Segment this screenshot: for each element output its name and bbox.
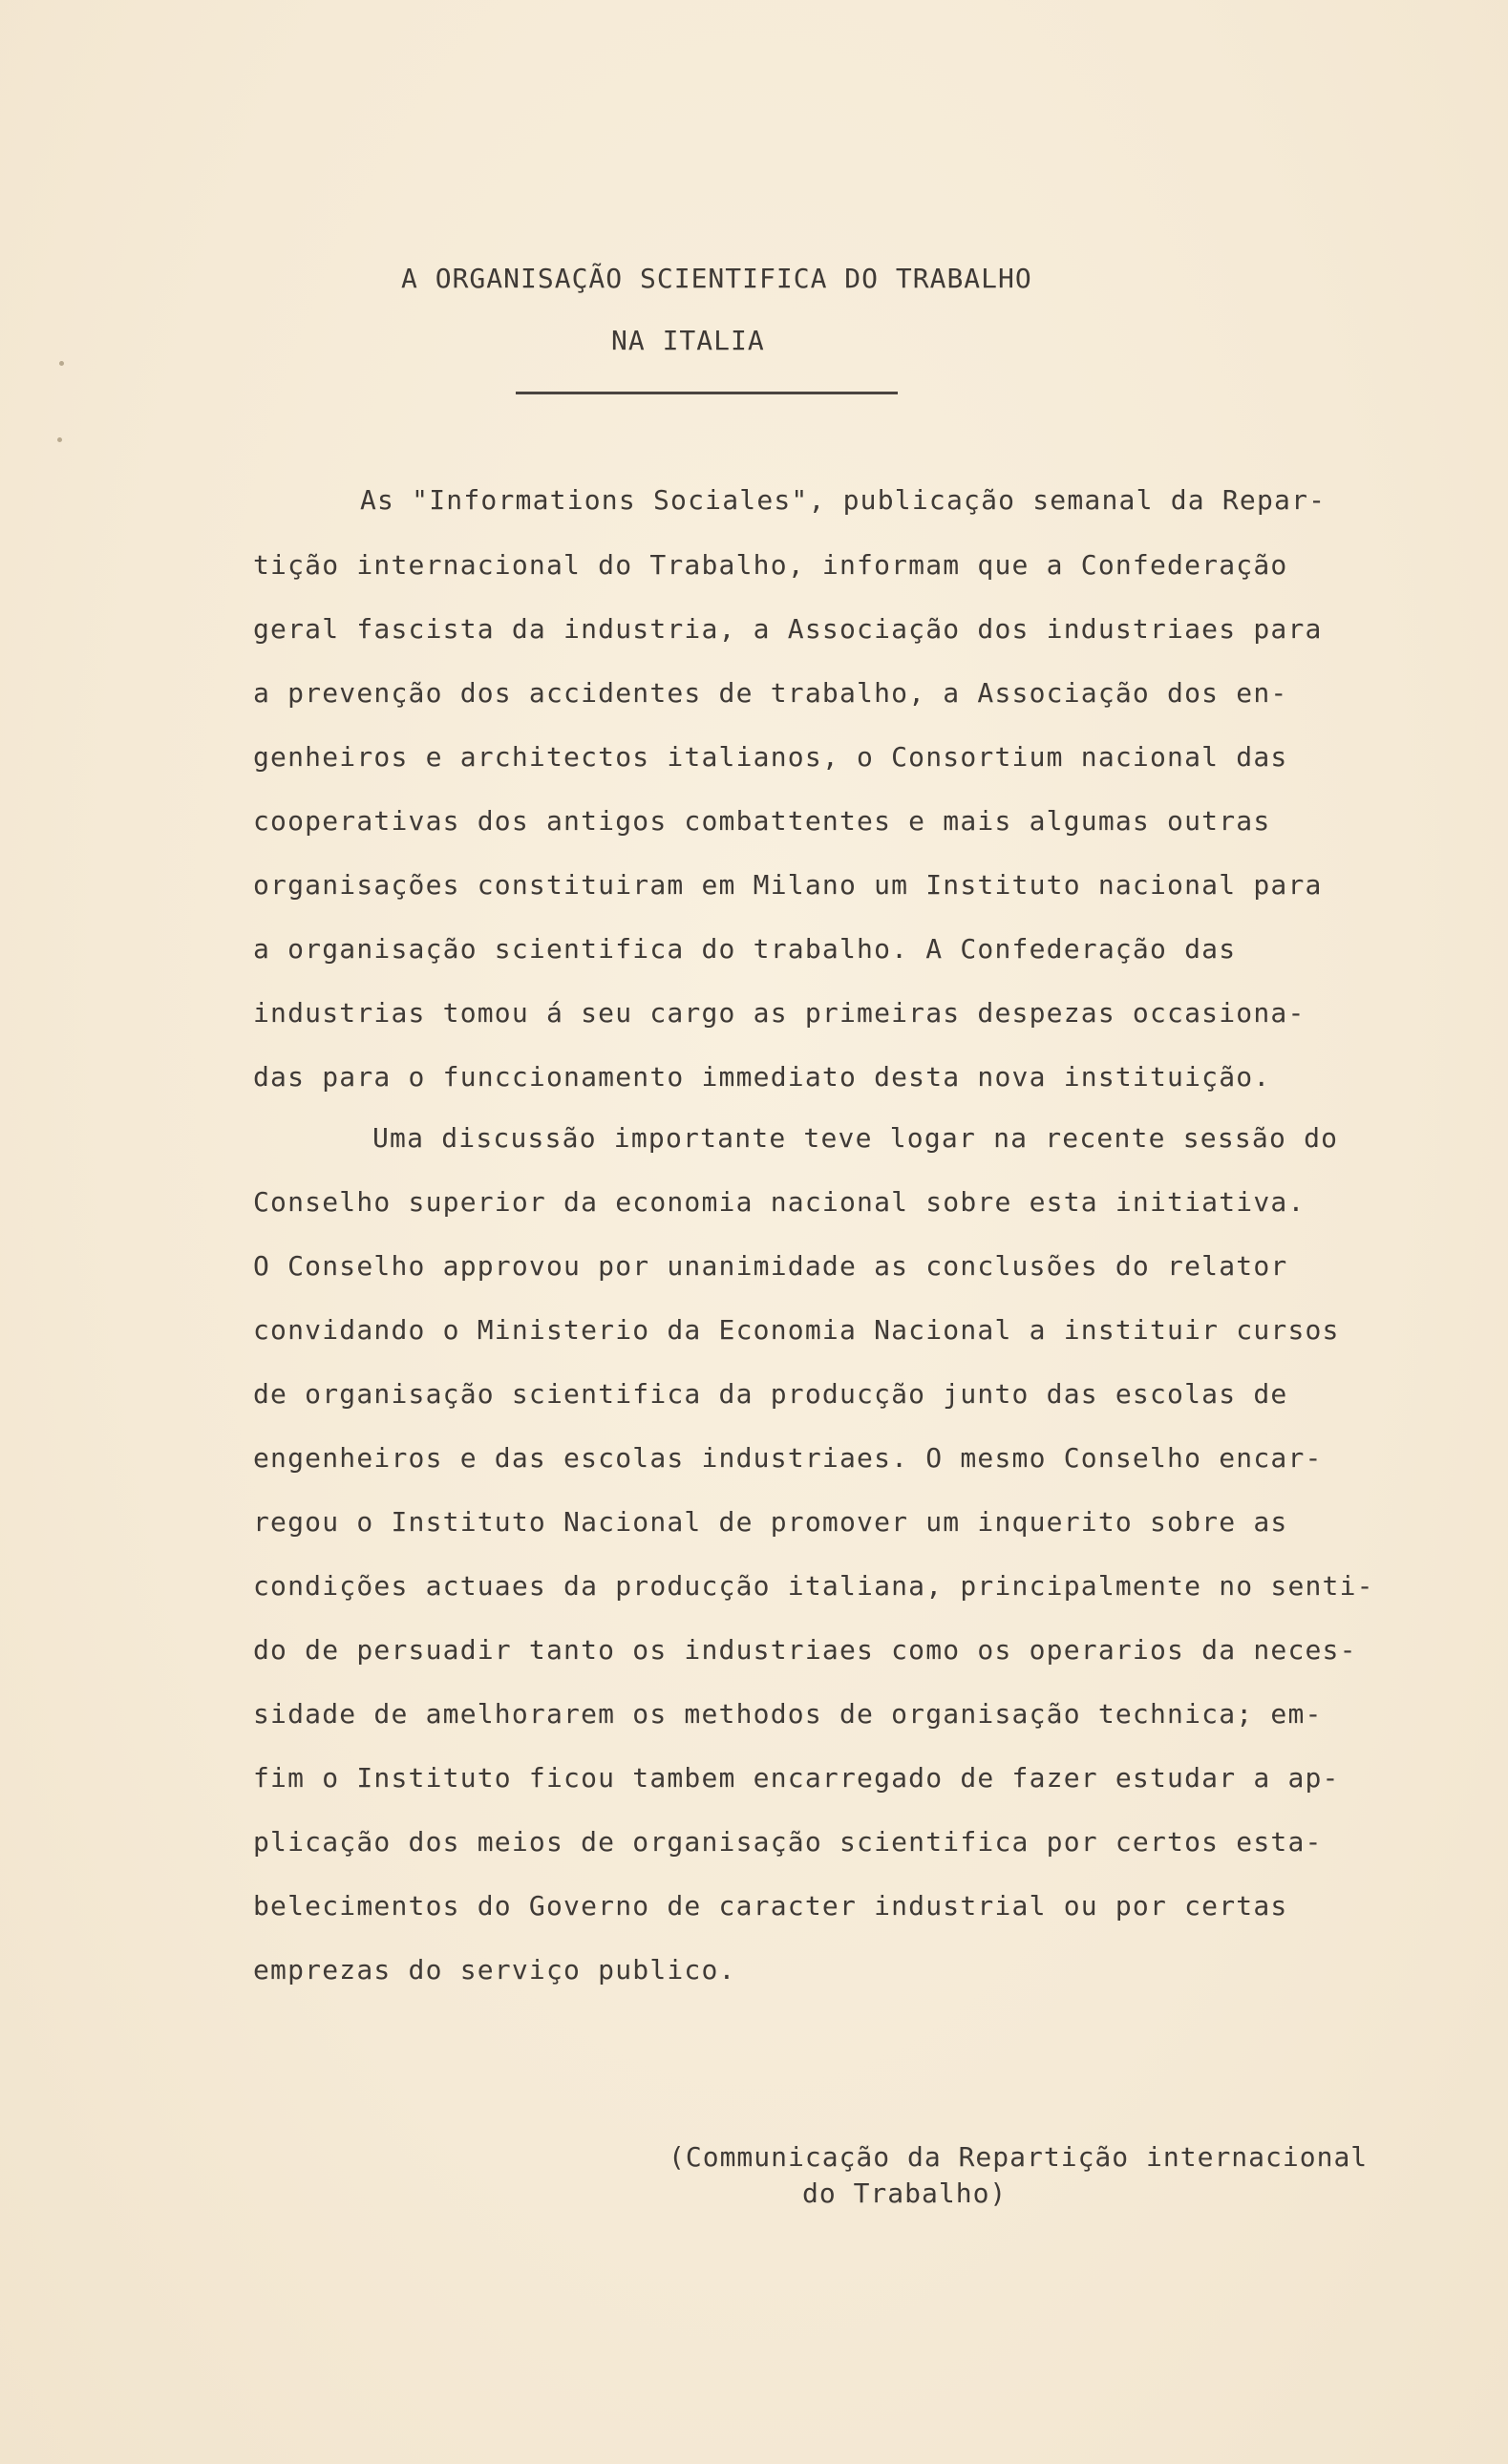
source-note-line: (Communicação da Repartição internacional (669, 2141, 1369, 2173)
text-line: Uma discussão importante teve logar na recente sessão do (372, 1122, 1339, 1154)
text-line: engenheiros e das escolas industriaes. O mesmo Conselho encar- (253, 1442, 1323, 1474)
text-line: plicação dos meios de organisação scientifica por certos esta- (253, 1826, 1323, 1858)
text-line: belecimentos do Governo de caracter industrial ou por certas (253, 1890, 1288, 1922)
text-line: regou o Instituto Nacional de promover um inquerito sobre as (253, 1506, 1288, 1538)
text-line: convidando o Ministerio da Economia Nacional a instituir cursos (253, 1314, 1340, 1346)
paper-speck (57, 437, 62, 442)
text-line: geral fascista da industria, a Associação dos industriaes para (253, 613, 1323, 645)
paper-speck (59, 361, 64, 366)
text-line: industrias tomou á seu cargo as primeiras despezas occasiona- (253, 997, 1306, 1029)
text-line: a prevenção dos accidentes de trabalho, a Associação dos en- (253, 677, 1288, 709)
text-line: sidade de amelhorarem os methodos de organisação technica; em- (253, 1698, 1323, 1730)
text-line: a organisação scientifica do trabalho. A Confederação das (253, 933, 1237, 965)
title-underline (516, 392, 898, 394)
text-line: Conselho superior da economia nacional sobre esta initiativa. (253, 1186, 1306, 1218)
text-line: de organisação scientifica da producção junto das escolas de (253, 1378, 1288, 1410)
source-note-line: do Trabalho) (802, 2177, 1008, 2209)
text-line: das para o funccionamento immediato desta nova instituição. (253, 1061, 1271, 1093)
text-line: cooperativas dos antigos combattentes e mais algumas outras (253, 805, 1271, 837)
text-line: condições actuaes da producção italiana, principalmente no senti- (253, 1570, 1374, 1602)
text-line: As "Informations Sociales", publicação semanal da Repar- (360, 484, 1327, 516)
source-note (669, 2141, 1369, 2209)
text-line: fim o Instituto ficou tambem encarregado de fazer estudar a ap- (253, 1762, 1340, 1794)
text-line: organisações constituiram em Milano um Instituto nacional para (253, 869, 1323, 901)
text-line: emprezas do serviço publico. (253, 1954, 736, 1986)
text-line: genheiros e architectos italianos, o Consortium nacional das (253, 741, 1288, 773)
text-line: O Conselho approvou por unanimidade as conclusões do relator (253, 1250, 1288, 1282)
document-subtitle: NA ITALIA (611, 325, 765, 356)
text-line: tição internacional do Trabalho, informam que a Confederação (253, 549, 1288, 581)
document-title: A ORGANISAÇÃO SCIENTIFICA DO TRABALHO (401, 263, 1032, 294)
text-line: do de persuadir tanto os industriaes como os operarios da neces- (253, 1634, 1357, 1666)
